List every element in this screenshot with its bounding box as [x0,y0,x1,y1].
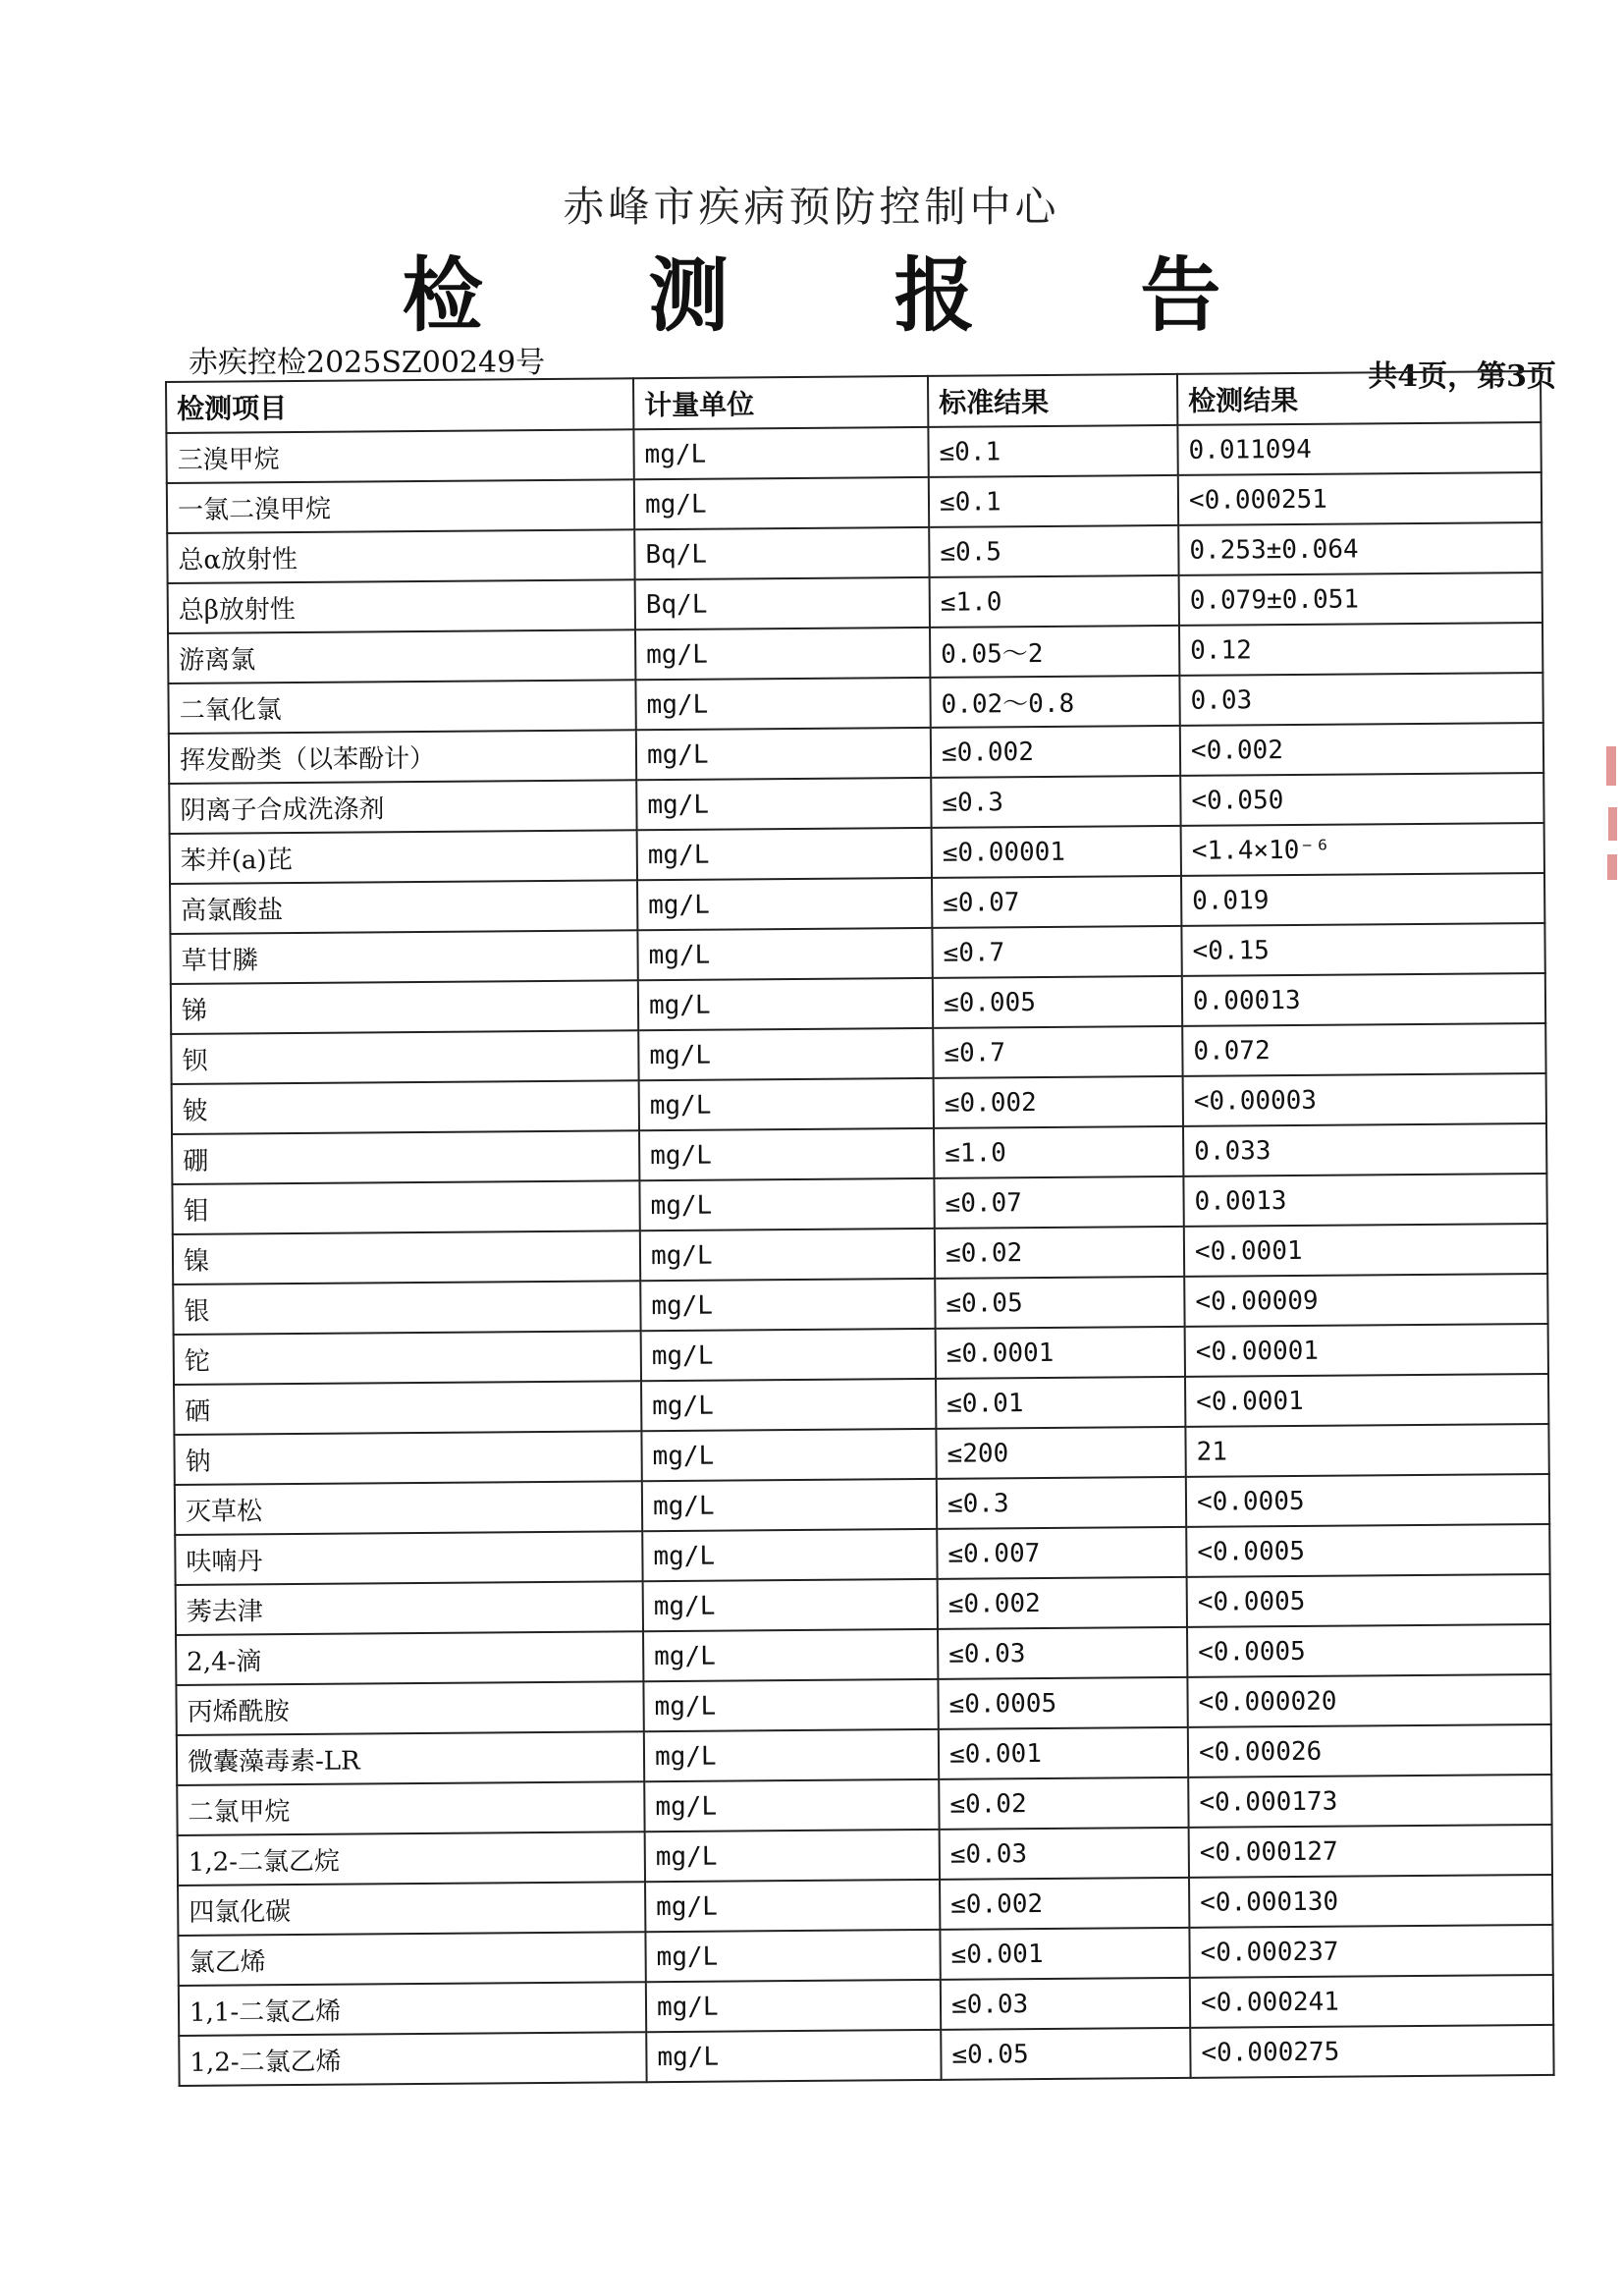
standard-cell: ≤0.07 [932,876,1181,928]
result-cell: 0.253±0.064 [1178,522,1542,575]
unit-cell: mg/L [644,1779,939,1831]
result-cell: <0.0005 [1186,1474,1549,1527]
standard-cell: ≤200 [936,1427,1185,1479]
result-cell: 0.033 [1183,1123,1546,1176]
standard-cell: 0.05～2 [930,626,1179,678]
unit-cell: mg/L [634,477,929,529]
item-cell: 微囊藻毒素-LR [177,1731,644,1785]
item-cell: 1,2-二氯乙烷 [178,1831,645,1886]
column-header-result: 检测结果 [1177,371,1541,425]
column-header-standard: 标准结果 [928,374,1177,427]
standard-cell: ≤0.3 [931,776,1180,828]
standard-cell: ≤0.005 [933,976,1182,1028]
unit-cell: mg/L [642,1529,937,1581]
item-cell: 挥发酚类（以苯酚计） [169,730,636,784]
item-cell: 苯并(a)芘 [170,830,637,884]
unit-cell: mg/L [635,628,930,680]
unit-cell: mg/L [636,778,931,830]
unit-cell: mg/L [646,1980,941,2032]
standard-cell: ≤0.00001 [932,826,1181,878]
unit-cell: mg/L [637,828,932,880]
standard-cell: ≤0.07 [934,1176,1183,1229]
stamp-edge-mark [1608,807,1617,841]
result-cell: <0.0001 [1185,1374,1548,1427]
result-cell: <0.050 [1180,773,1543,826]
standard-cell: ≤0.03 [941,1978,1190,2030]
unit-cell: mg/L [643,1579,938,1631]
item-cell: 硒 [174,1381,641,1435]
unit-cell: mg/L [640,1229,935,1281]
page-info: 共4页，第3页 [1368,359,1556,394]
unit-cell: mg/L [645,1880,940,1932]
unit-cell: Bq/L [634,527,929,579]
standard-cell: ≤0.002 [934,1076,1183,1128]
column-header-item: 检测项目 [166,378,633,433]
unit-cell: mg/L [645,1830,940,1882]
unit-cell: mg/L [638,978,933,1030]
standard-cell: ≤0.5 [929,525,1178,577]
item-cell: 铊 [174,1331,641,1385]
standard-cell: ≤0.1 [929,475,1178,527]
item-cell: 草甘膦 [170,930,637,984]
standard-cell: ≤0.05 [941,2028,1190,2080]
result-cell: <0.00003 [1183,1073,1546,1126]
unit-cell: mg/L [641,1329,936,1381]
result-cell: <0.0005 [1187,1574,1550,1627]
item-cell: 高氯酸盐 [170,880,637,934]
item-cell: 镍 [173,1230,640,1285]
stamp-edge-mark [1607,854,1617,880]
unit-cell: mg/L [644,1729,939,1781]
result-cell: <0.000237 [1189,1925,1552,1978]
result-cell: <0.000173 [1188,1775,1551,1828]
standard-cell: ≤0.3 [937,1477,1186,1529]
item-cell: 二氯甲烷 [177,1781,644,1835]
standard-cell: ≤0.7 [932,926,1181,978]
item-cell: 三溴甲烷 [166,429,633,483]
unit-cell: mg/L [642,1479,937,1531]
standard-cell: ≤0.0005 [938,1677,1187,1729]
result-cell: <0.000251 [1178,472,1542,525]
result-cell: <0.00026 [1188,1724,1551,1777]
item-cell: 钼 [172,1180,639,1234]
report-number: 赤疾控检2025SZ00249号 [189,346,546,380]
unit-cell: Bq/L [635,577,930,629]
unit-cell: mg/L [646,2030,941,2082]
standard-cell: ≤0.02 [935,1227,1184,1279]
standard-cell: ≤1.0 [930,575,1179,628]
unit-cell: mg/L [637,928,932,980]
standard-cell: ≤0.02 [939,1777,1188,1830]
item-cell: 1,2-二氯乙烯 [179,2032,646,2086]
standard-cell: ≤0.002 [940,1878,1189,1930]
item-cell: 二氧化氯 [168,680,635,734]
result-cell: <0.0001 [1184,1224,1547,1277]
column-header-unit: 计量单位 [633,376,928,429]
standard-cell: ≤0.002 [938,1577,1187,1629]
table-row [179,2025,1553,2086]
result-cell: <0.00009 [1184,1274,1547,1327]
table-body [166,422,1553,2086]
unit-cell: mg/L [639,1178,934,1230]
unit-cell: mg/L [639,1078,934,1130]
result-cell: 0.019 [1181,873,1544,926]
item-cell: 灭草松 [175,1481,642,1535]
standard-cell: ≤0.01 [936,1377,1185,1429]
unit-cell: mg/L [645,1930,940,1982]
unit-cell: mg/L [636,728,931,780]
item-cell: 丙烯酰胺 [176,1681,643,1735]
standard-cell: ≤0.7 [933,1026,1182,1078]
standard-cell: ≤0.001 [940,1928,1189,1980]
item-cell: 莠去津 [176,1581,643,1635]
result-cell: 21 [1185,1424,1548,1477]
standard-cell: 0.02～0.8 [930,676,1179,728]
result-cell: <0.000130 [1189,1875,1552,1928]
unit-cell: mg/L [643,1679,938,1731]
item-cell: 2,4-滴 [176,1631,643,1685]
standard-cell: ≤0.002 [931,726,1180,778]
standard-cell: ≤1.0 [934,1126,1183,1178]
item-cell: 锑 [171,980,638,1034]
unit-cell: mg/L [643,1629,938,1681]
standard-cell: ≤0.1 [928,425,1177,477]
result-cell: 0.03 [1179,673,1542,726]
result-cell: <0.0005 [1186,1524,1549,1577]
result-cell: 0.072 [1182,1023,1545,1076]
org-name: 赤峰市疾病预防控制中心 [563,183,1060,231]
item-cell: 呋喃丹 [175,1531,642,1585]
standard-cell: ≤0.05 [935,1277,1184,1329]
standard-cell: ≤0.0001 [936,1327,1185,1379]
report-title: 检 测 报 告 [402,248,1290,343]
result-cell: <0.15 [1181,923,1544,976]
result-cell: <1.4×10⁻⁶ [1181,823,1544,876]
result-cell: 0.0013 [1183,1174,1546,1227]
item-cell: 游离氯 [168,629,635,683]
unit-cell: mg/L [640,1279,935,1331]
unit-cell: mg/L [639,1128,934,1180]
standard-cell: ≤0.03 [938,1627,1187,1679]
result-cell: <0.000275 [1190,2025,1553,2078]
item-cell: 氯乙烯 [178,1932,645,1986]
item-cell: 1,1-二氯乙烯 [179,1982,646,2036]
result-cell: <0.00001 [1185,1324,1548,1377]
item-cell: 总α放射性 [167,529,634,583]
result-cell: 0.12 [1179,623,1542,676]
result-cell: <0.000127 [1189,1825,1552,1878]
result-cell: 0.079±0.051 [1179,573,1542,626]
unit-cell: mg/L [637,878,932,930]
item-cell: 银 [173,1281,640,1335]
unit-cell: mg/L [641,1379,936,1431]
result-cell: <0.000020 [1187,1674,1550,1727]
result-cell: 0.00013 [1182,973,1545,1026]
standard-cell: ≤0.007 [937,1527,1186,1579]
result-cell: <0.002 [1180,723,1543,776]
result-cell: 0.011094 [1177,422,1541,475]
standard-cell: ≤0.001 [939,1727,1188,1779]
item-cell: 铍 [172,1080,639,1134]
item-cell: 一氯二溴甲烷 [167,479,634,533]
unit-cell: mg/L [641,1429,936,1481]
standard-cell: ≤0.03 [940,1828,1189,1880]
item-cell: 硼 [172,1130,639,1184]
unit-cell: mg/L [635,678,930,730]
unit-cell: mg/L [633,427,928,479]
results-table [165,370,1555,2087]
result-cell: <0.0005 [1187,1624,1550,1677]
item-cell: 四氯化碳 [178,1882,645,1936]
unit-cell: mg/L [638,1028,933,1080]
stamp-edge-mark [1606,746,1616,786]
item-cell: 阴离子合成洗涤剂 [169,780,636,834]
item-cell: 钠 [174,1431,641,1485]
item-cell: 钡 [171,1030,638,1084]
result-cell: <0.000241 [1190,1975,1553,2028]
item-cell: 总β放射性 [168,579,635,633]
